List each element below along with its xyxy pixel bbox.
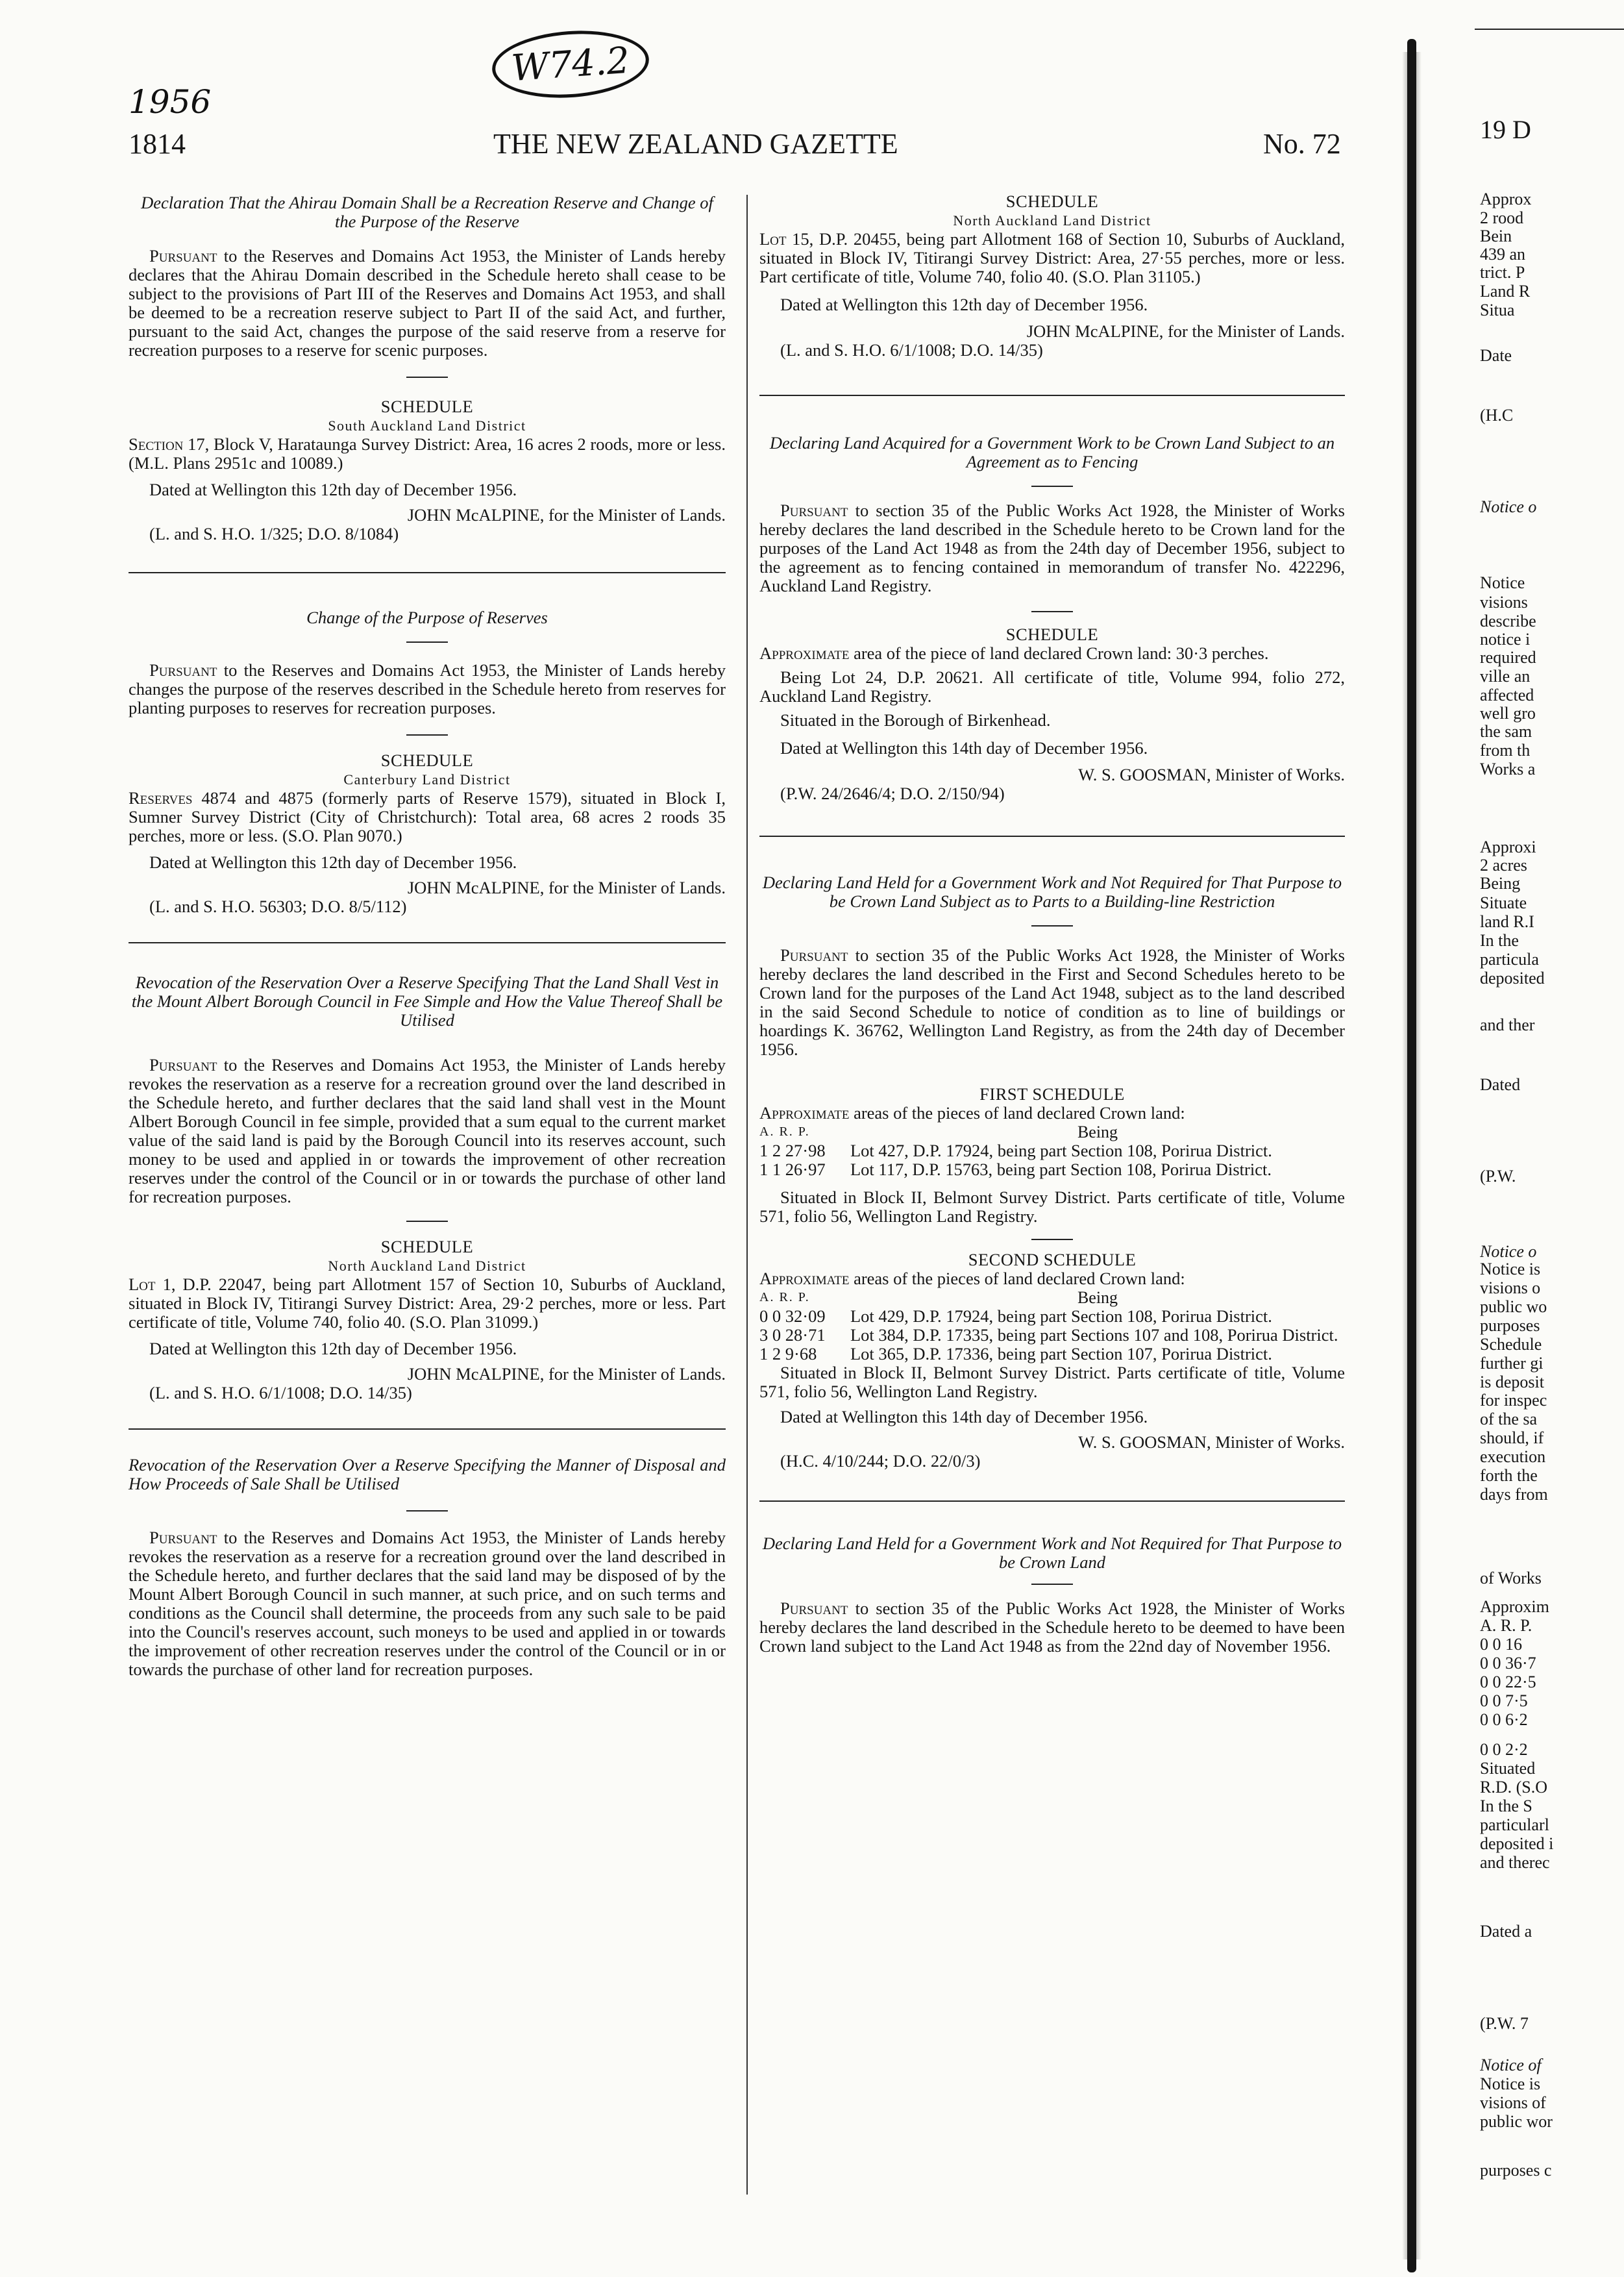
- next-page-line: 0 0 36·7: [1480, 1654, 1536, 1673]
- next-page-line: Notice o: [1480, 1242, 1537, 1261]
- notice-body: [129, 1528, 726, 1679]
- next-page-line: particula: [1480, 950, 1539, 969]
- next-page-line: particularl: [1480, 1815, 1549, 1834]
- next-page-line: ville an: [1480, 667, 1531, 686]
- being-line: Being Lot 24, D.P. 20621. All certificate of title, Volume 994, folio 272, Auckland Land Registry.: [759, 667, 1345, 706]
- land-lead: Lot: [759, 229, 787, 249]
- body-lead: Pursuant: [149, 660, 217, 680]
- body-lead: Pursuant: [149, 1055, 217, 1075]
- dated-line: Dated at Wellington this 12th day of December 1956.: [149, 480, 517, 499]
- next-page-line: Works a: [1480, 760, 1536, 778]
- land-district: Canterbury Land District: [343, 771, 511, 788]
- table-header: [759, 1288, 1345, 1307]
- land-text: 15, D.P. 20455, being part Allotment 168 of Section 10, Suburbs of Auckland, situated in Block IV, Titirangi Survey District: Area, 27·55 perches, more or less. Part certificate of title, Volume 740, folio 40. (S.O. Plan 31105.): [759, 229, 1345, 286]
- notice-title: Change of the Purpose of Reserves: [306, 608, 548, 627]
- land-lead: Section: [129, 434, 184, 454]
- next-page-line: Dated a: [1480, 1922, 1532, 1941]
- reference-line: (L. and S. H.O. 56303; D.O. 8/5/112): [149, 897, 407, 916]
- situated-line: Situated in Block II, Belmont Survey District. Parts certificate of title, Volume 571, folio 56, Wellington Land Registry.: [759, 1363, 1345, 1401]
- next-page-line: visions: [1480, 593, 1528, 612]
- next-page-line: required: [1480, 648, 1536, 667]
- next-page-rule: [1475, 29, 1624, 30]
- approx-lead: Approximate: [759, 1103, 850, 1123]
- next-page-line: Situated: [1480, 1759, 1536, 1778]
- notice-body: [759, 501, 1345, 595]
- schedule-heading: SCHEDULE: [1005, 625, 1099, 644]
- body-text: to section 35 of the Public Works Act 1928, the Minister of Works hereby declares the land described in the Schedule hereto to be deemed to have been Crown land subject to the Land Act 1948 as from the 22nd day of November 1956.: [759, 1599, 1345, 1656]
- next-page-line: trict. P: [1480, 263, 1525, 282]
- row-desc: Lot 117, D.P. 15763, being part Section 108, Porirua District.: [850, 1160, 1272, 1179]
- next-page-line: 439 an: [1480, 245, 1526, 264]
- table-row: [759, 1345, 1345, 1363]
- next-page-line: and therec: [1480, 1853, 1550, 1872]
- land-text: 1, D.P. 22047, being part Allotment 157 of Section 10, Suburbs of Auckland, situated in Block IV, Titirangi Survey District: Area, 29·2 perches, more or less. Part certificate of title, Volume 740, folio 40. (S.O. Plan 31099.): [129, 1275, 726, 1332]
- next-page-line: from th: [1480, 741, 1531, 760]
- notice-body: [129, 1056, 726, 1206]
- next-page-line: (P.W.: [1480, 1167, 1516, 1186]
- table-header: [759, 1123, 1345, 1141]
- next-page-line: deposited: [1480, 969, 1545, 988]
- next-page-line: purposes c: [1480, 2161, 1552, 2180]
- approx-area: [759, 644, 1345, 663]
- next-page-line: for inspec: [1480, 1391, 1547, 1410]
- land-description: [759, 230, 1345, 286]
- issue-number: No. 72: [1263, 128, 1341, 160]
- next-page-line: of Works: [1480, 1569, 1542, 1587]
- schedule-heading: SCHEDULE: [1005, 192, 1099, 211]
- situated-line: Situated in Block II, Belmont Survey District. Parts certificate of title, Volume 571, folio 56, Wellington Land Registry.: [759, 1188, 1345, 1226]
- next-page-line: Land R: [1480, 282, 1531, 301]
- body-lead: Pursuant: [780, 501, 848, 520]
- land-district: North Auckland Land District: [953, 212, 1151, 229]
- body-text: to section 35 of the Public Works Act 1928, the Minister of Works hereby declares the land described in the First and Second Schedules hereto to be Crown land for the purposes of the Land Act 1948, subject as to the land described in the said Second Schedule to notice of condition as to line of buildings or hoardings K. 36762, Wellington Land Registry, as from the 24th day of December 1956.: [759, 945, 1345, 1059]
- row-desc: Lot 429, D.P. 17924, being part Section 108, Porirua District.: [850, 1306, 1272, 1326]
- next-page-line: Notice: [1480, 573, 1525, 592]
- reference-line: (L. and S. H.O. 6/1/1008; D.O. 14/35): [780, 340, 1043, 360]
- row-desc: Lot 384, D.P. 17335, being part Sections 107 and 108, Porirua District.: [850, 1325, 1338, 1345]
- next-page-line: public wor: [1480, 2112, 1553, 2131]
- next-page-line: well gro: [1480, 704, 1536, 723]
- notice-body: [129, 247, 726, 360]
- row-area: 0 0 32·09: [759, 1306, 826, 1326]
- land-district: North Auckland Land District: [328, 1258, 526, 1274]
- next-page-line: (H.C: [1480, 406, 1514, 425]
- next-page-line: and ther: [1480, 1015, 1535, 1034]
- next-page-line: 0 0 6·2: [1480, 1710, 1528, 1729]
- next-page-line: should, if: [1480, 1428, 1544, 1447]
- next-page-line: notice i: [1480, 630, 1531, 649]
- next-page-line: affected: [1480, 686, 1534, 704]
- next-page-line: 0 0 22·5: [1480, 1673, 1536, 1691]
- body-lead: Pursuant: [780, 945, 848, 965]
- body-text: to the Reserves and Domains Act 1953, the Minister of Lands hereby changes the purpose of the reserves described in the Schedule hereto from reserves for planting purposes to reserves for recreation purposes.: [129, 660, 726, 717]
- notice-title: Revocation of the Reservation Over a Reserve Specifying That the Land Shall Vest in the Mount Albert Borough Council in Fee Simple and How the Value Thereof Shall be Utilised: [131, 973, 723, 1030]
- next-page-line: Schedule: [1480, 1335, 1542, 1354]
- next-page-line: Dated: [1480, 1075, 1521, 1094]
- signature-line: JOHN McALPINE, for the Minister of Lands.: [407, 1364, 726, 1384]
- next-page-line: 2 rood: [1480, 208, 1524, 227]
- body-text: to the Reserves and Domains Act 1953, the Minister of Lands hereby declares that the Ahirau Domain described in the Schedule hereto shall cease to be subject to the provisions of Part III of the Reserves and Domains Act 1953, and shall be deemed to be a recreation reserve subject to Part II of the said Act, and further, pursuant to the said Act, changes the purpose of the said reserve from a reserve for recreation purposes to a reserve for scenic purposes.: [129, 246, 726, 360]
- signature-line: W. S. GOOSMAN, Minister of Works.: [1078, 1432, 1345, 1452]
- signature-line: W. S. GOOSMAN, Minister of Works.: [1078, 765, 1345, 784]
- table-row: [759, 1141, 1345, 1160]
- schedule-heading: SCHEDULE: [380, 1237, 474, 1256]
- next-page-line: public wo: [1480, 1297, 1547, 1316]
- column-divider: [746, 195, 748, 2195]
- row-desc: Lot 365, D.P. 17336, being part Section 107, Porirua District.: [850, 1344, 1272, 1363]
- left-column: [129, 193, 726, 1679]
- next-page-line: further gi: [1480, 1354, 1544, 1373]
- next-page-line: purposes: [1480, 1316, 1540, 1335]
- schedule-heading: SCHEDULE: [380, 397, 474, 416]
- approx-areas: [759, 1269, 1345, 1288]
- table-row: [759, 1307, 1345, 1326]
- next-page-line: the sam: [1480, 722, 1532, 741]
- second-schedule-heading: SECOND SCHEDULE: [968, 1250, 1137, 1269]
- notice-title: Revocation of the Reservation Over a Reserve Specifying the Manner of Disposal and How Proceeds of Sale Shall be Utilised: [129, 1455, 726, 1493]
- table-row: [759, 1160, 1345, 1179]
- next-page-line: (P.W. 7: [1480, 2014, 1529, 2033]
- notice-title: Declaring Land Held for a Government Work and Not Required for That Purpose to be Crown Land Subject as to Parts to a Building-line Restriction: [762, 873, 1342, 911]
- next-page-line: Situate: [1480, 893, 1527, 912]
- situated-line: Situated in the Borough of Birkenhead.: [780, 710, 1051, 730]
- reference-line: (L. and S. H.O. 6/1/1008; D.O. 14/35): [149, 1383, 412, 1402]
- notice-title: Declaring Land Held for a Government Work and Not Required for That Purpose to be Crown Land: [762, 1534, 1342, 1572]
- col-head-area: A. R. P.: [759, 1125, 810, 1139]
- notice-body: [759, 946, 1345, 1059]
- signature-line: JOHN McALPINE, for the Minister of Lands.: [407, 505, 726, 525]
- body-text: to the Reserves and Domains Act 1953, the Minister of Lands hereby revokes the reservation as a reserve for a recreation ground over the land described in the Schedule hereto, and further declares that the said land shall vest in the Mount Albert Borough Council in fee simple, provided that a sum equal to the current market value of the said land is paid by the Borough Council into its reserves account, such money to be used and applied in or towards the improvement of other recreation reserves under the control of the Council or in or towards the purchase of other land for recreation purposes.: [129, 1055, 726, 1206]
- dated-line: Dated at Wellington this 12th day of December 1956.: [780, 295, 1148, 314]
- approx-lead: Approximate: [759, 1269, 850, 1288]
- handwritten-year: 1956: [129, 83, 212, 121]
- col-head-being: Being: [1077, 1123, 1118, 1141]
- land-lead: Reserves: [129, 788, 193, 808]
- land-lead: Lot: [129, 1275, 156, 1294]
- schedule-heading: SCHEDULE: [380, 751, 474, 770]
- next-page-line: 19 D: [1480, 115, 1531, 144]
- next-page-line: Approxim: [1480, 1597, 1549, 1616]
- land-description: [129, 435, 726, 473]
- next-page-line: In the: [1480, 931, 1519, 950]
- approx-areas: [759, 1104, 1345, 1123]
- signature-line: JOHN McALPINE, for the Minister of Lands.: [407, 878, 726, 897]
- land-district: South Auckland Land District: [328, 417, 526, 434]
- next-page-line: visions of: [1480, 2093, 1546, 2112]
- next-page-line: deposited i: [1480, 1834, 1554, 1853]
- dated-line: Dated at Wellington this 14th day of December 1956.: [780, 1407, 1148, 1426]
- land-text: 4874 and 4875 (formerly parts of Reserve 1579), situated in Block I, Sumner Survey District (City of Christchurch): Total area, 68 acres 2 roods 35 perches, more or less. (S.O. Plan 9070.): [129, 788, 726, 845]
- next-page-line: Being: [1480, 874, 1521, 893]
- col-head-area: A. R. P.: [759, 1290, 810, 1304]
- dated-line: Dated at Wellington this 12th day of December 1956.: [149, 1339, 517, 1358]
- next-page-line: Notice is: [1480, 2074, 1541, 2093]
- body-text: to section 35 of the Public Works Act 1928, the Minister of Works hereby declares the land described in the Schedule hereto to be Crown land for the purposes of the Land Act 1948 as from the 24th day of December 1956, subject to the agreement as to fencing contained in memorandum of transfer No. 422296, Auckland Land Registry.: [759, 501, 1345, 595]
- archive-stamp: [490, 26, 652, 103]
- page-number: 1814: [129, 128, 186, 160]
- next-page-line: Notice is: [1480, 1260, 1541, 1278]
- next-page-line: is deposit: [1480, 1373, 1544, 1391]
- next-page-line: R.D. (S.O: [1480, 1778, 1548, 1797]
- next-page-line: execution: [1480, 1447, 1546, 1466]
- body-text: to the Reserves and Domains Act 1953, the Minister of Lands hereby revokes the reservation as a reserve for a recreation ground over the land described in the Schedule hereto, and further declares that the said land may be disposed of by the Mount Albert Borough Council in such manner, at such price, and on such terms and conditions as the Council shall determine, the proceeds from any such sale to be paid into the Council's reserves account, such moneys to be used and applied in or towards the improvement of other recreation reserves under the control of the Council or in or towards the purchase of other land for recreation purposes.: [129, 1528, 726, 1679]
- next-page-line: of the sa: [1480, 1410, 1538, 1428]
- stamp-text: W74.2: [510, 39, 632, 90]
- next-page-line: Approx: [1480, 190, 1532, 208]
- notice-title: Declaring Land Acquired for a Government Work to be Crown Land Subject to an Agreement as to Fencing: [769, 433, 1335, 471]
- row-desc: Lot 427, D.P. 17924, being part Section 108, Porirua District.: [850, 1141, 1272, 1160]
- notice-body: [759, 1599, 1345, 1656]
- approx-text: area of the piece of land declared Crown land: 30·3 perches.: [849, 643, 1269, 663]
- dated-line: Dated at Wellington this 12th day of December 1956.: [149, 852, 517, 872]
- first-schedule-heading: FIRST SCHEDULE: [979, 1084, 1125, 1104]
- body-lead: Pursuant: [780, 1599, 848, 1618]
- approx-text: areas of the pieces of land declared Crown land:: [849, 1103, 1185, 1123]
- col-head-being: Being: [1077, 1288, 1118, 1307]
- notice-body: [129, 661, 726, 717]
- land-description: [129, 1275, 726, 1332]
- publication-title: THE NEW ZEALAND GAZETTE: [493, 128, 898, 160]
- next-page-line: 0 0 2·2: [1480, 1740, 1528, 1759]
- next-page-line: 2 acres: [1480, 856, 1527, 875]
- approx-lead: Approximate: [759, 643, 850, 663]
- next-page-line: Bein: [1480, 227, 1512, 245]
- row-area: 1 1 26·97: [759, 1160, 826, 1179]
- next-page-line: 0 0 16: [1480, 1635, 1522, 1654]
- next-page-line: Date: [1480, 346, 1512, 365]
- next-page-line: visions o: [1480, 1278, 1541, 1297]
- next-page-line: Notice o: [1480, 497, 1537, 516]
- reference-line: (L. and S. H.O. 1/325; D.O. 8/1084): [149, 524, 399, 543]
- next-page-line: A. R. P.: [1480, 1616, 1532, 1635]
- next-page-line: In the S: [1480, 1797, 1532, 1815]
- next-page-line: Approxi: [1480, 838, 1536, 856]
- row-area: 1 2 27·98: [759, 1141, 826, 1160]
- table-row: [759, 1326, 1345, 1345]
- next-page-line: forth the: [1480, 1466, 1538, 1485]
- land-description: [129, 789, 726, 845]
- notice-title: Declaration That the Ahirau Domain Shall be a Recreation Reserve and Change of the Purpose of the Reserve: [141, 193, 713, 231]
- dated-line: Dated at Wellington this 14th day of December 1956.: [780, 738, 1148, 758]
- body-lead: Pursuant: [149, 1528, 217, 1547]
- row-area: 3 0 28·71: [759, 1325, 826, 1345]
- row-area: 1 2 9·68: [759, 1344, 817, 1363]
- approx-text: areas of the pieces of land declared Crown land:: [849, 1269, 1185, 1288]
- binding-gutter: [1407, 39, 1416, 2272]
- reference-line: (H.C. 4/10/244; D.O. 22/0/3): [780, 1451, 981, 1471]
- next-page-line: land R.I: [1480, 912, 1534, 931]
- next-page-line: Notice of: [1480, 2056, 1542, 2074]
- next-page-line: Situa: [1480, 301, 1515, 319]
- signature-line: JOHN McALPINE, for the Minister of Lands.: [1026, 321, 1345, 341]
- body-lead: Pursuant: [149, 246, 217, 266]
- next-page-line: describe: [1480, 612, 1536, 630]
- next-page-line: days from: [1480, 1485, 1548, 1504]
- right-column: [759, 192, 1345, 1656]
- next-page-line: 0 0 7·5: [1480, 1691, 1528, 1710]
- reference-line: (P.W. 24/2646/4; D.O. 2/150/94): [780, 784, 1005, 803]
- land-text: 17, Block V, Harataunga Survey District: Area, 16 acres 2 roods, more or less. (M.L. Plans 2951c and 10089.): [129, 434, 726, 473]
